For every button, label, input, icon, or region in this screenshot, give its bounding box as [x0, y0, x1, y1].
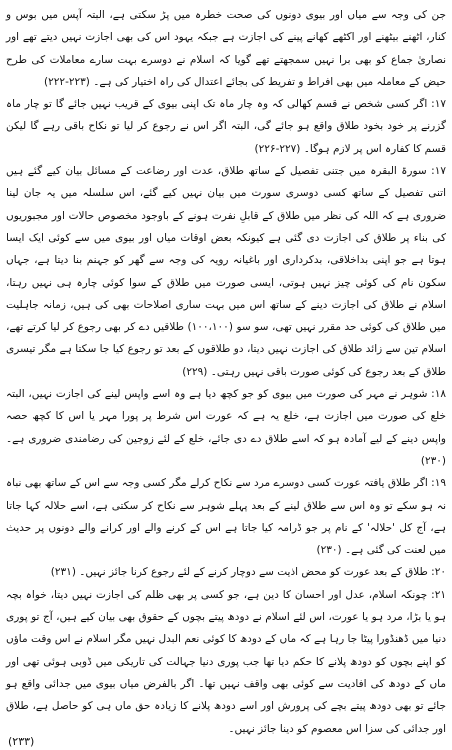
paragraph-21-breastfeeding: ۲۱: چونکہ اسلام، عدل اور احسان کا دین ہے، جو کسی پر بھی ظلم کی اجازت نہیں دیتا، خواہ بچہ ہو یا بڑا، مرد ہو یا عورت، اس لئے اسلام نے دودھ پیتے بچوں کے حقوق بھی بیان کیے ہیں، آج تو پوری دنیا میں ڈھنڈورا پیٹا جا رہا ہے کہ ماں کے دودھ کا کوئی نعم البدل نہیں مگر اسلام نے اس وقت ماؤں کو اپنے بچوں کو دودھ پلانے کا حکم دیا تھا جب پوری دنیا جہالت کی تاریکی میں ڈوبی ہوئی تھی اور ماں کے دودھ کی افادیت سے کوئی بھی واقف نہیں تھا۔ اگر بالفرض میاں بیوی میں جدائی واقع ہو جائے تو بھی دودھ پیتے بچے کی پرورش اور اسے دودھ پلانے کا زیادہ حق ماں ہی کو حاصل ہے، طلاق اور جدائی کی سزا اس معصوم کو دینا جائز نہیں۔ [6, 588, 446, 735]
paragraph-20-ruju: ۲۰: طلاق کے بعد عورت کو محض اذیت سے دوچار کرنے کے لئے رجوع کرنا جائز نہیں۔ (۲۳۱) [50, 566, 446, 579]
page-number: (۲۳۳) [8, 735, 35, 748]
paragraph-intro: جن کی وجہ سے میاں اور بیوی دونوں کی صحت خطرہ میں پڑ سکتی ہے، البتہ آپس میں بوس و کنار، اٹھنے بیٹھنے اور اکٹھے کھانے پینے کی اجازت ہے جبکہ یہود اس کی بھی اجازت نہیں دیتے تھے اور نصاریٰ جماع کو بھی برا نہیں سمجھتے تھے گویا کہ اسلام نے دوسرے بہت سارے معاملات کی طرح حیض کے معاملہ میں بھی افراط و تفریط کی بجائے اعتدال کی راہ اختیار کی ہے۔ (۲۲۳-۲۲۲) [6, 9, 446, 88]
document-page [6, 4, 446, 746]
paragraph-18-khula: ۱۸: شوہر نے مہر کی صورت میں بیوی کو جو کچھ دیا ہے وہ اسے واپس لینے کی اجازت نہیں، البتہ خلع کی صورت میں اجازت ہے، خلع یہ ہے کہ عورت اس شرط پر پورا مہر یا اس کا کچھ حصہ واپس دینے کے لیے آمادہ ہو کہ اسے طلاق دے دی جائے، خلع کے لئے زوجین کی رضامندی ضروری ہے۔ (۲۳۰) [6, 388, 446, 467]
paragraph-17-talaq: ۱۷: سورۃ البقرہ میں جتنی تفصیل کے ساتھ طلاق، عدت اور رضاعت کے مسائل بیان کیے گئے ہیں اتنی تفصیل کے ساتھ کسی دوسری سورت میں بیان نہیں کیے گئے، اس سلسلہ میں یہ جان لینا ضروری ہے کہ اللہ کی نظر میں طلاق کے قابلِ نفرت ہونے کے باوجود مخصوص حالات اور مجبوریوں کی بناء پر طلاق کی اجازت دی گئی ہے کیونکہ بعض اوقات میاں اور بیوی میں سے کوئی ایک ایسا ہوتا ہے جو اپنی بداخلاقی، بدکرداری اور باغیانہ رویہ کی وجہ سے گھر کو جہنم بنا دیتا ہے، جہاں سکون نام کی کوئی چیز نہیں ہوتی، ایسی صورت میں طلاق کے سوا کوئی چارہ ہی نہیں رہتا، اسلام نے طلاق کی اجازت دینے کے ساتھ اس میں بہت ساری اصلاحات بھی کی ہیں، زمانہ جاہلیت میں طلاق کی کوئی حد مقرر نہیں تھی، سو سو (۱۰۰،۱۰۰) طلاقیں دے کر بھی رجوع کر لیا کرتے تھے، اسلام تین سے زائد طلاق کی اجازت نہیں دیتا، دو طلاقوں کے بعد تو رجوع کیا جا سکتا ہے مگر تیسری طلاق کے بعد رجوع کی کوئی صورت باقی نہیں رہتی۔ (۲۲۹) [6, 165, 446, 378]
paragraph-19-halala: ۱۹: اگر طلاق یافتہ عورت کسی دوسرے مرد سے نکاح کرلے مگر کسی وجہ سے اس کے ساتھ بھی نباہ نہ ہو سکے تو وہ اس سے طلاق لینے کے بعد پہلے شوہر سے نکاح کر سکتی ہے، اسے حلالہ کہا جاتا ہے، آج کل 'حلالہ' کے نام پر جو ڈرامہ کیا جاتا ہے اس کے کرنے والے اور کرانے والے دونوں پر حدیث میں لعنت کی گئی ہے۔ (۲۳۰) [6, 477, 446, 557]
paragraph-17-ila: ۱۷: اگر کسی شخص نے قسم کھالی کہ وہ چار ماہ تک اپنی بیوی کے قریب نہیں جائے گا تو چار ماہ گزرنے پر خود بخود طلاق واقع ہو جائے گی، البتہ اگر اس نے رجوع کر لیا تو نکاح باقی رہے گا لیکن قسم کا کفارہ اس پر لازم ہوگا۔ (۲۲۷-۲۲۶) [6, 98, 446, 155]
